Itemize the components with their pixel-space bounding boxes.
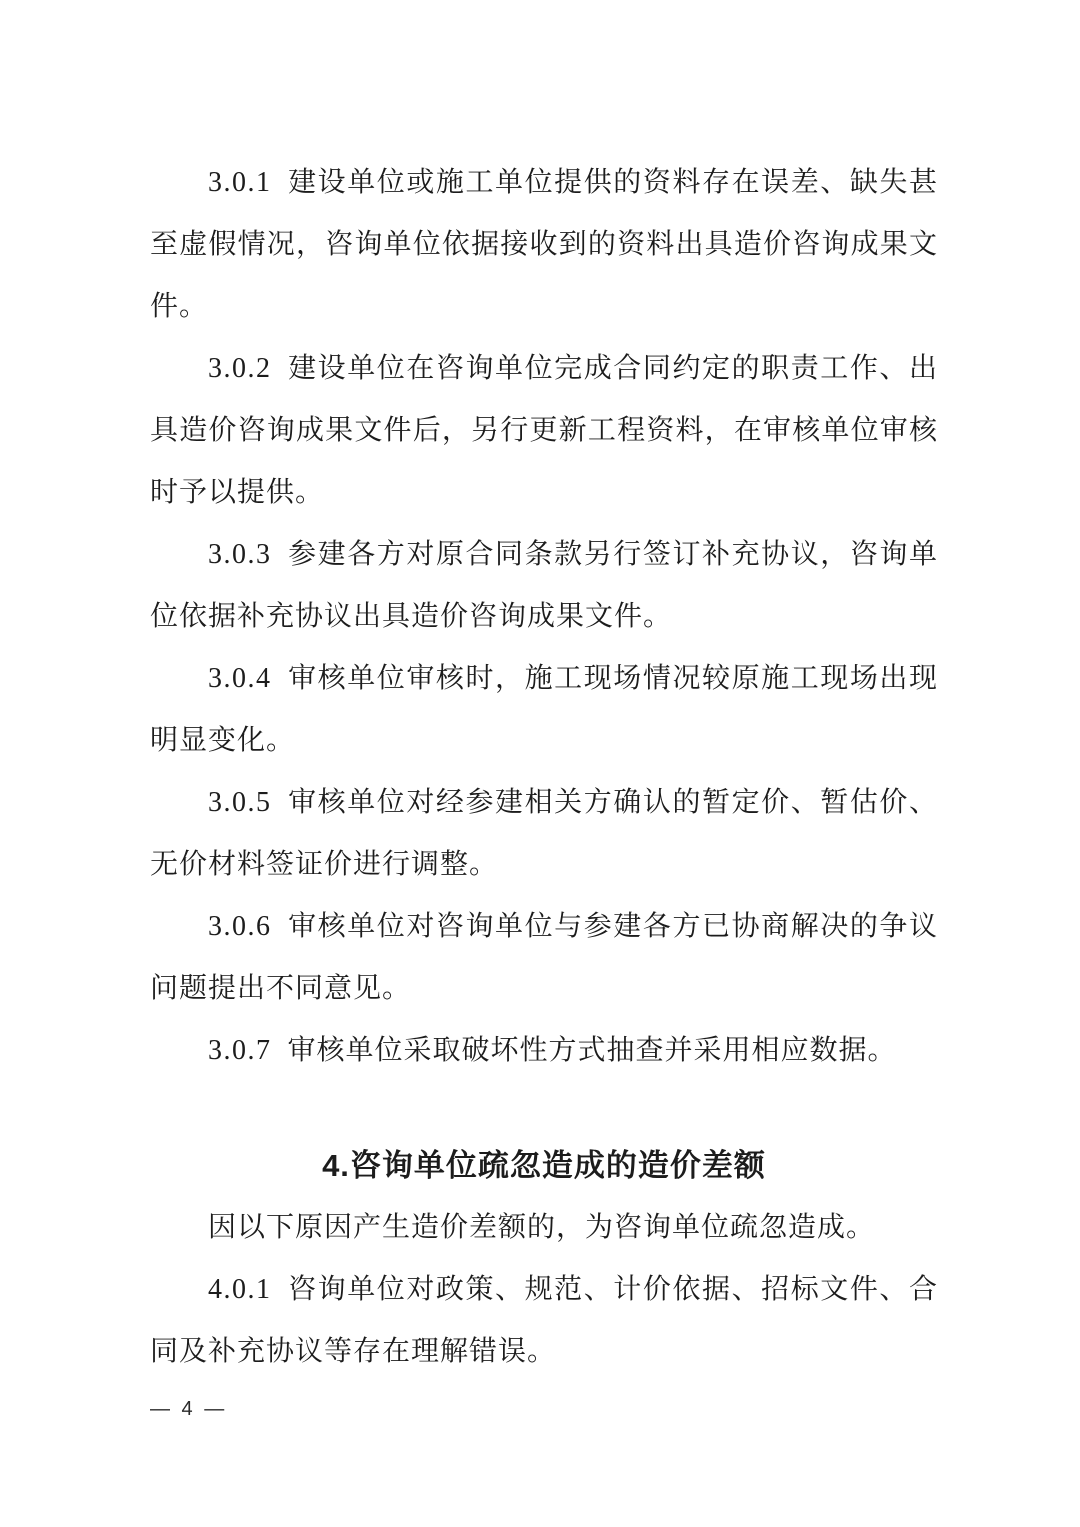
clause-3-0-7	[150, 1020, 938, 1082]
clause-3-0-5	[150, 772, 938, 896]
clause-3-0-6-number: 3.0.6	[208, 911, 272, 942]
section-4-heading: 4.咨询单位疏忽造成的造价差额	[322, 1148, 766, 1183]
clause-3-0-3-number: 3.0.3	[208, 539, 272, 570]
clause-3-0-2	[150, 338, 938, 524]
clause-3-0-1-text: 建设单位或施工单位提供的资料存在误差、缺失甚至虚假情况，咨询单位依据接收到的资料出具造价咨询成果文件。	[150, 167, 938, 322]
clause-3-0-5-text: 审核单位对经参建相关方确认的暂定价、暂估价、无价材料签证价进行调整。	[150, 787, 938, 880]
page-number: — 4 —	[150, 1398, 228, 1420]
clause-3-0-6-text: 审核单位对咨询单位与参建各方已协商解决的争议问题提出不同意见。	[150, 911, 938, 1004]
clause-3-0-7-text: 审核单位采取破坏性方式抽查并采用相应数据。	[287, 1035, 897, 1066]
clause-3-0-2-number: 3.0.2	[208, 353, 272, 384]
clause-3-0-3	[150, 524, 938, 648]
clause-3-0-1-number: 3.0.1	[208, 167, 272, 198]
clause-3-0-4-text: 审核单位审核时，施工现场情况较原施工现场出现明显变化。	[150, 663, 938, 756]
clause-3-0-1	[150, 152, 938, 338]
clause-3-0-4-number: 3.0.4	[208, 663, 272, 694]
clause-4-0-1-text: 咨询单位对政策、规范、计价依据、招标文件、合同及补充协议等存在理解错误。	[150, 1274, 938, 1367]
document-body	[150, 152, 938, 1383]
clause-3-0-7-number: 3.0.7	[208, 1035, 272, 1066]
clause-3-0-3-text: 参建各方对原合同条款另行签订补充协议，咨询单位依据补充协议出具造价咨询成果文件。	[150, 539, 938, 632]
clause-3-0-5-number: 3.0.5	[208, 787, 272, 818]
clause-3-0-4	[150, 648, 938, 772]
clause-3-0-6	[150, 896, 938, 1020]
clause-4-0-1-number: 4.0.1	[208, 1274, 272, 1305]
section-4-intro: 因以下原因产生造价差额的，为咨询单位疏忽造成。	[208, 1212, 876, 1243]
clause-4-0-1	[150, 1259, 938, 1383]
clause-3-0-2-text: 建设单位在咨询单位完成合同约定的职责工作、出具造价咨询成果文件后，另行更新工程资料，在审核单位审核时予以提供。	[150, 353, 938, 508]
